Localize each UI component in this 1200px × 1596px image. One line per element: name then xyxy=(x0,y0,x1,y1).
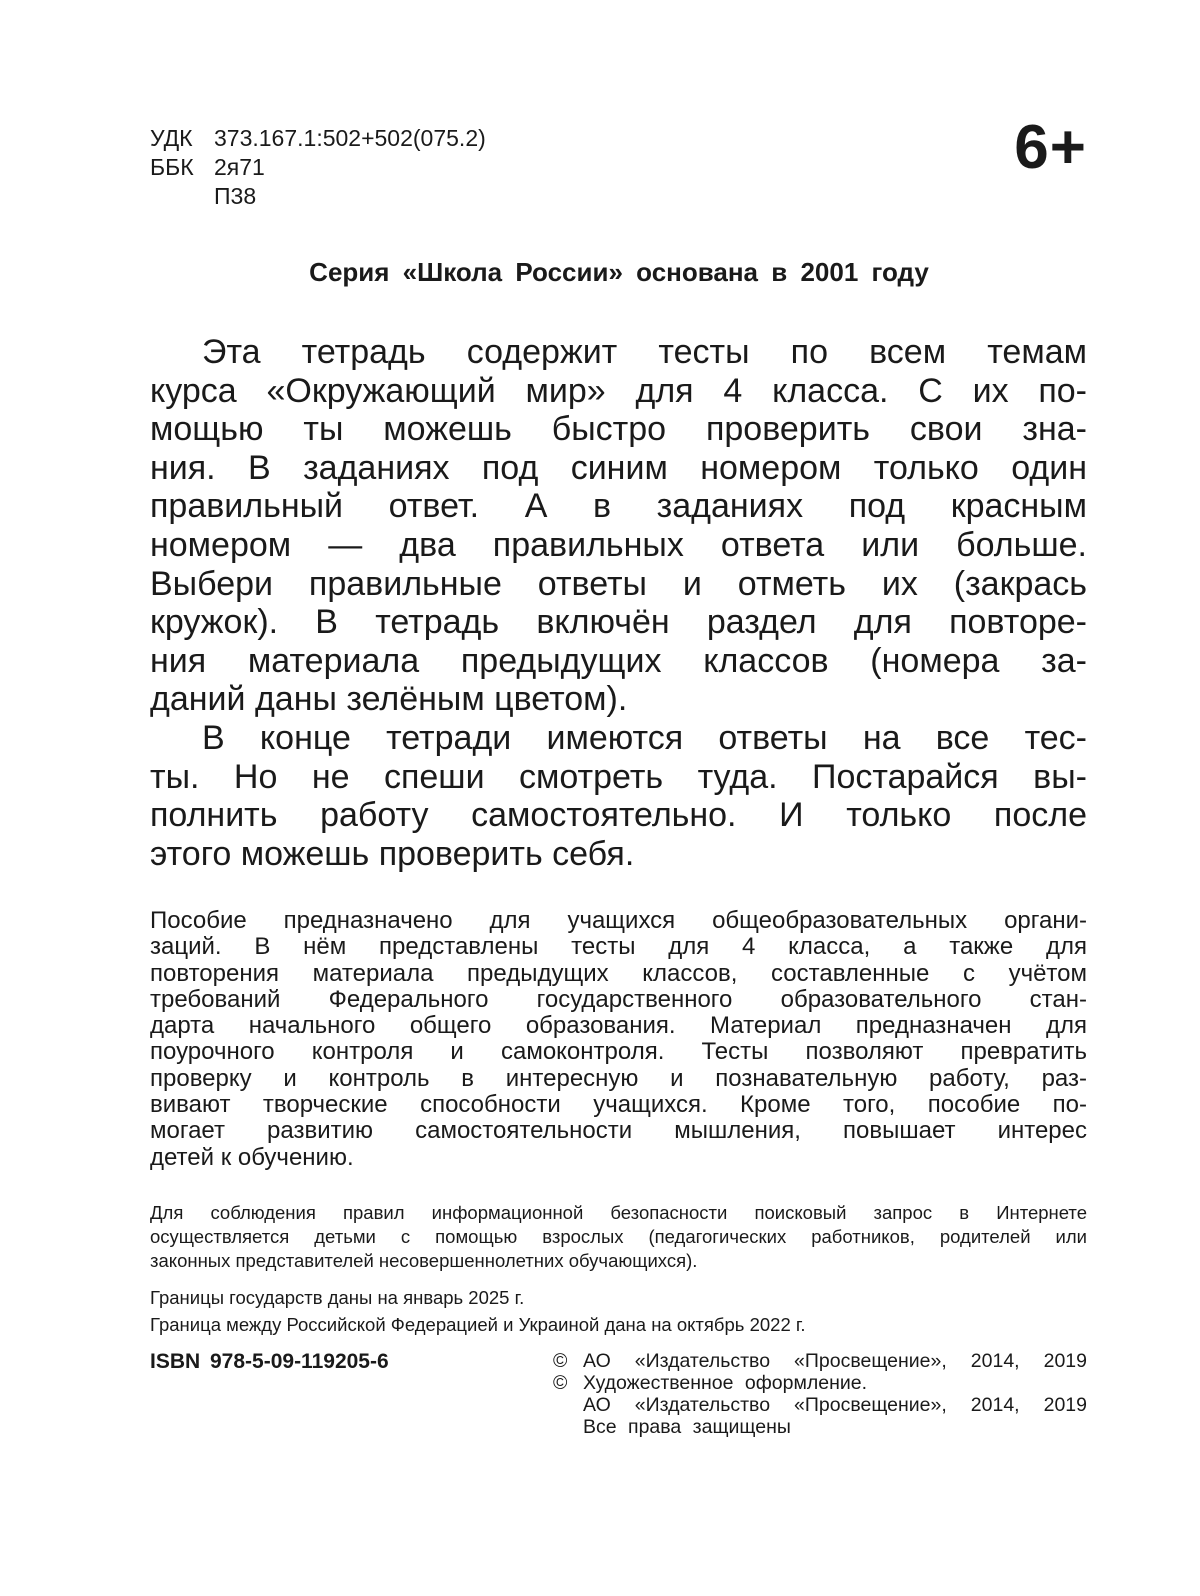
author-mark-row xyxy=(150,182,486,211)
age-rating: 6+ xyxy=(1014,113,1087,182)
main-line: даний даны зелёным цветом). xyxy=(150,680,628,719)
description-line: поурочного контроля и самоконтроля. Тесты позволяют превратить xyxy=(150,1038,1087,1066)
description-paragraph xyxy=(150,908,1087,1171)
description-line: требований Федерального государственного образовательного стан- xyxy=(150,985,1087,1013)
notice-line: Для соблюдения правил информационной безопасности поисковый запрос в Интернете xyxy=(150,1202,1087,1223)
copyright-row xyxy=(553,1350,1087,1372)
copyright-symbol: © xyxy=(553,1350,568,1372)
main-line: полнить работу самостоятельно. И только после xyxy=(150,796,1087,835)
main-line: правильный ответ. А в заданиях под красным xyxy=(150,487,1087,526)
udk-row xyxy=(150,124,486,153)
borders-line: Границы государств даны на январь 2025 г. xyxy=(150,1287,525,1308)
author-mark-key xyxy=(150,182,214,211)
description-line: вивают творческие способности учащихся. Кроме того, пособие по- xyxy=(150,1091,1087,1119)
main-line: В конце тетради имеются ответы на все тес- xyxy=(202,718,1087,757)
safety-notice xyxy=(150,1201,1087,1273)
copyright-symbol xyxy=(553,1416,583,1438)
copyright-block xyxy=(553,1350,1087,1438)
description-line: дарта начального общего образования. Материал предназначен для xyxy=(150,1012,1087,1040)
borders-note xyxy=(150,1284,806,1338)
description-line: заций. В нём представлены тесты для 4 класса, а также для xyxy=(150,933,1087,961)
main-line: кружок). В тетрадь включён раздел для повторе- xyxy=(150,603,1087,642)
copyright-row xyxy=(553,1416,1087,1438)
borders-line: Граница между Российской Федерацией и Украиной дана на октябрь 2022 г. xyxy=(150,1314,806,1335)
copyright-text: АО «Издательство «Просвещение», 2014, 2019 xyxy=(583,1394,1087,1416)
copyright-symbol: © xyxy=(553,1372,568,1394)
description-line: проверку и контроль в интересную и познавательную работу, раз- xyxy=(150,1064,1087,1092)
bbk-row xyxy=(150,153,486,182)
main-line: ты. Но не спеши смотреть туда. Постарайся вы- xyxy=(150,757,1087,796)
main-text xyxy=(150,333,1087,873)
notice-line: осуществляется детьми с помощью взрослых (педагогических работников, родителей или xyxy=(150,1226,1087,1247)
notice-line: законных представителей несовершеннолетних обучающихся). xyxy=(150,1250,698,1271)
copyright-symbol xyxy=(553,1394,583,1416)
udk-key: УДК xyxy=(150,125,193,151)
copyright-text: АО «Издательство «Просвещение», 2014, 2019 xyxy=(583,1350,1087,1372)
classification-codes xyxy=(150,124,486,211)
series-line: Серия «Школа России» основана в 2001 году xyxy=(309,257,929,287)
copyright-text: Художественное оформление. xyxy=(583,1372,868,1394)
main-line: курса «Окружающий мир» для 4 класса. С их по- xyxy=(150,371,1087,410)
main-line: ния. В заданиях под синим номером только один xyxy=(150,448,1087,487)
author-mark-value: П38 xyxy=(214,183,257,209)
main-line: мощью ты можешь быстро проверить свои зна- xyxy=(150,410,1087,449)
copyright-text: Все права защищены xyxy=(583,1416,791,1438)
main-line: этого можешь проверить себя. xyxy=(150,834,635,873)
description-line: детей к обучению. xyxy=(150,1143,354,1171)
main-line: ния материала предыдущих классов (номера за- xyxy=(150,641,1087,680)
bbk-key: ББК xyxy=(150,154,194,180)
main-line: Выбери правильные ответы и отметь их (закрась xyxy=(150,564,1087,603)
copyright-row xyxy=(553,1372,1087,1394)
main-line: Эта тетрадь содержит тесты по всем темам xyxy=(202,333,1087,371)
bbk-value: 2я71 xyxy=(214,154,265,180)
isbn: ISBN 978-5-09-119205-6 xyxy=(150,1350,389,1373)
description-line: могает развитию самостоятельности мышления, повышает интерес xyxy=(150,1117,1087,1145)
description-line: повторения материала предыдущих классов, составленные с учётом xyxy=(150,959,1087,987)
description-line: Пособие предназначено для учащихся общеобразовательных органи- xyxy=(150,907,1087,934)
udk-value: 373.167.1:502+502(075.2) xyxy=(214,125,486,151)
main-line: номером — два правильных ответа или больше. xyxy=(150,525,1087,564)
copyright-row xyxy=(553,1394,1087,1416)
